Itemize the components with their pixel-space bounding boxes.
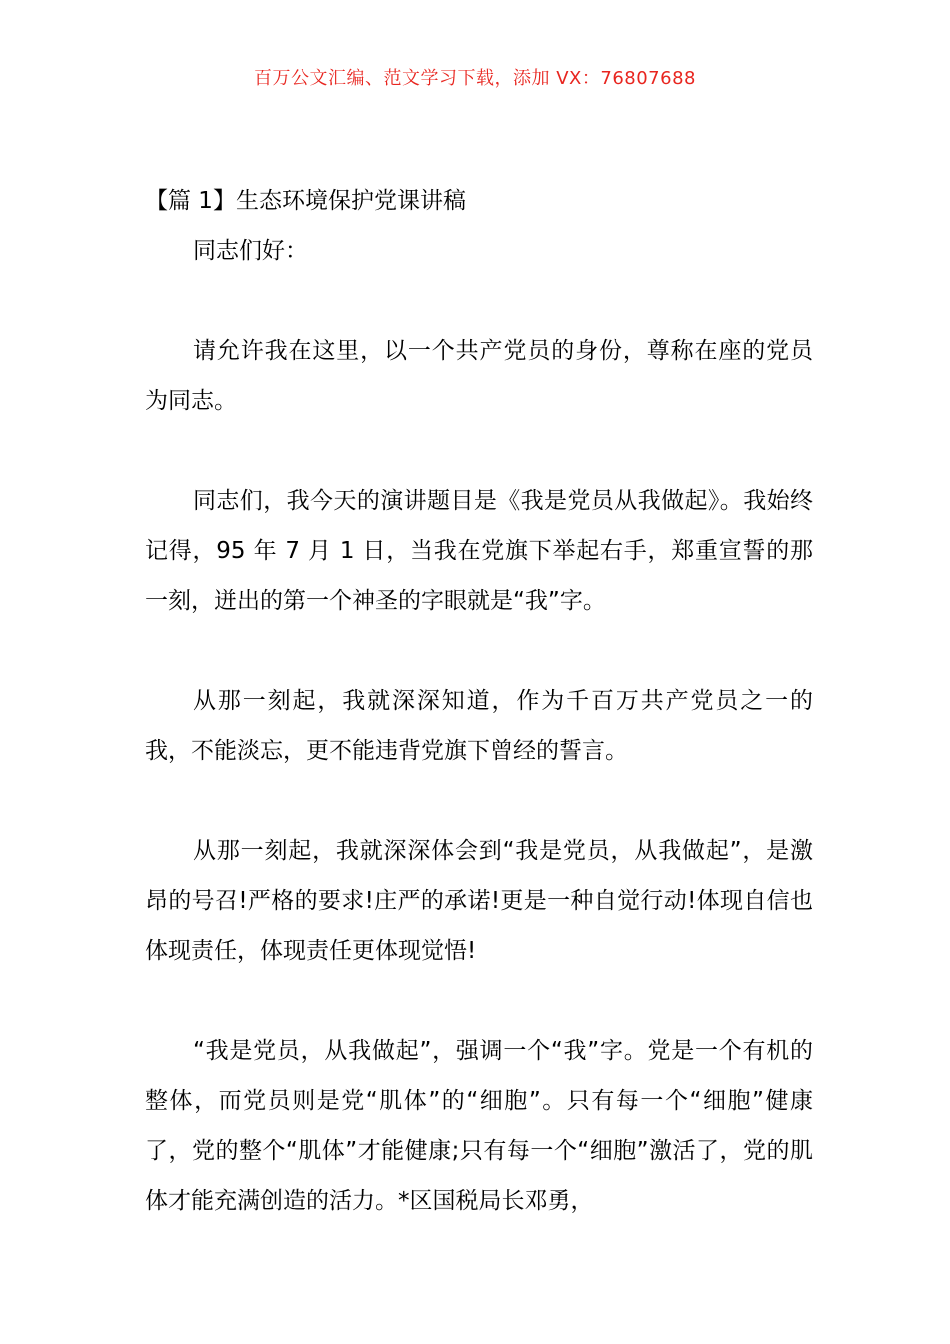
paragraph-4: 从那一刻起，我就深深体会到“我是党员，从我做起”，是激昂的号召!严格的要求!庄严的承诺!更是一种自觉行动!体现自信也体现责任，体现责任更体现觉悟! xyxy=(145,838,813,964)
paragraph-2: 同志们，我今天的演讲题目是《我是党员从我做起》。我始终记得，95 年 7 月 1 日，当我在党旗下举起右手，郑重宣誓的那一刻，迸出的第一个神圣的字眼就是“我”字。 xyxy=(145,488,813,614)
paragraph-3: 从那一刻起，我就深深知道，作为千百万共产党员之一的我，不能淡忘，更不能违背党旗下曾经的誓言。 xyxy=(145,688,813,764)
document-body xyxy=(145,176,813,1226)
watermark-header: 百万公文汇编、范文学习下载，添加 VX：76807688 xyxy=(254,68,696,89)
paragraph-1: 请允许我在这里，以一个共产党员的身份，尊称在座的党员为同志。 xyxy=(145,338,813,414)
document-title: 【篇 1】生态环境保护党课讲稿 xyxy=(145,188,466,214)
greeting: 同志们好： xyxy=(193,238,308,264)
paragraph-5: “我是党员，从我做起”，强调一个“我”字。党是一个有机的整体，而党员则是党“肌体”的“细胞”。只有每一个“细胞”健康了，党的整个“肌体”才能健康;只有每一个“细胞”激活了，党的肌体才能充满创造的活力。*区国税局长邓勇， xyxy=(145,1038,813,1214)
